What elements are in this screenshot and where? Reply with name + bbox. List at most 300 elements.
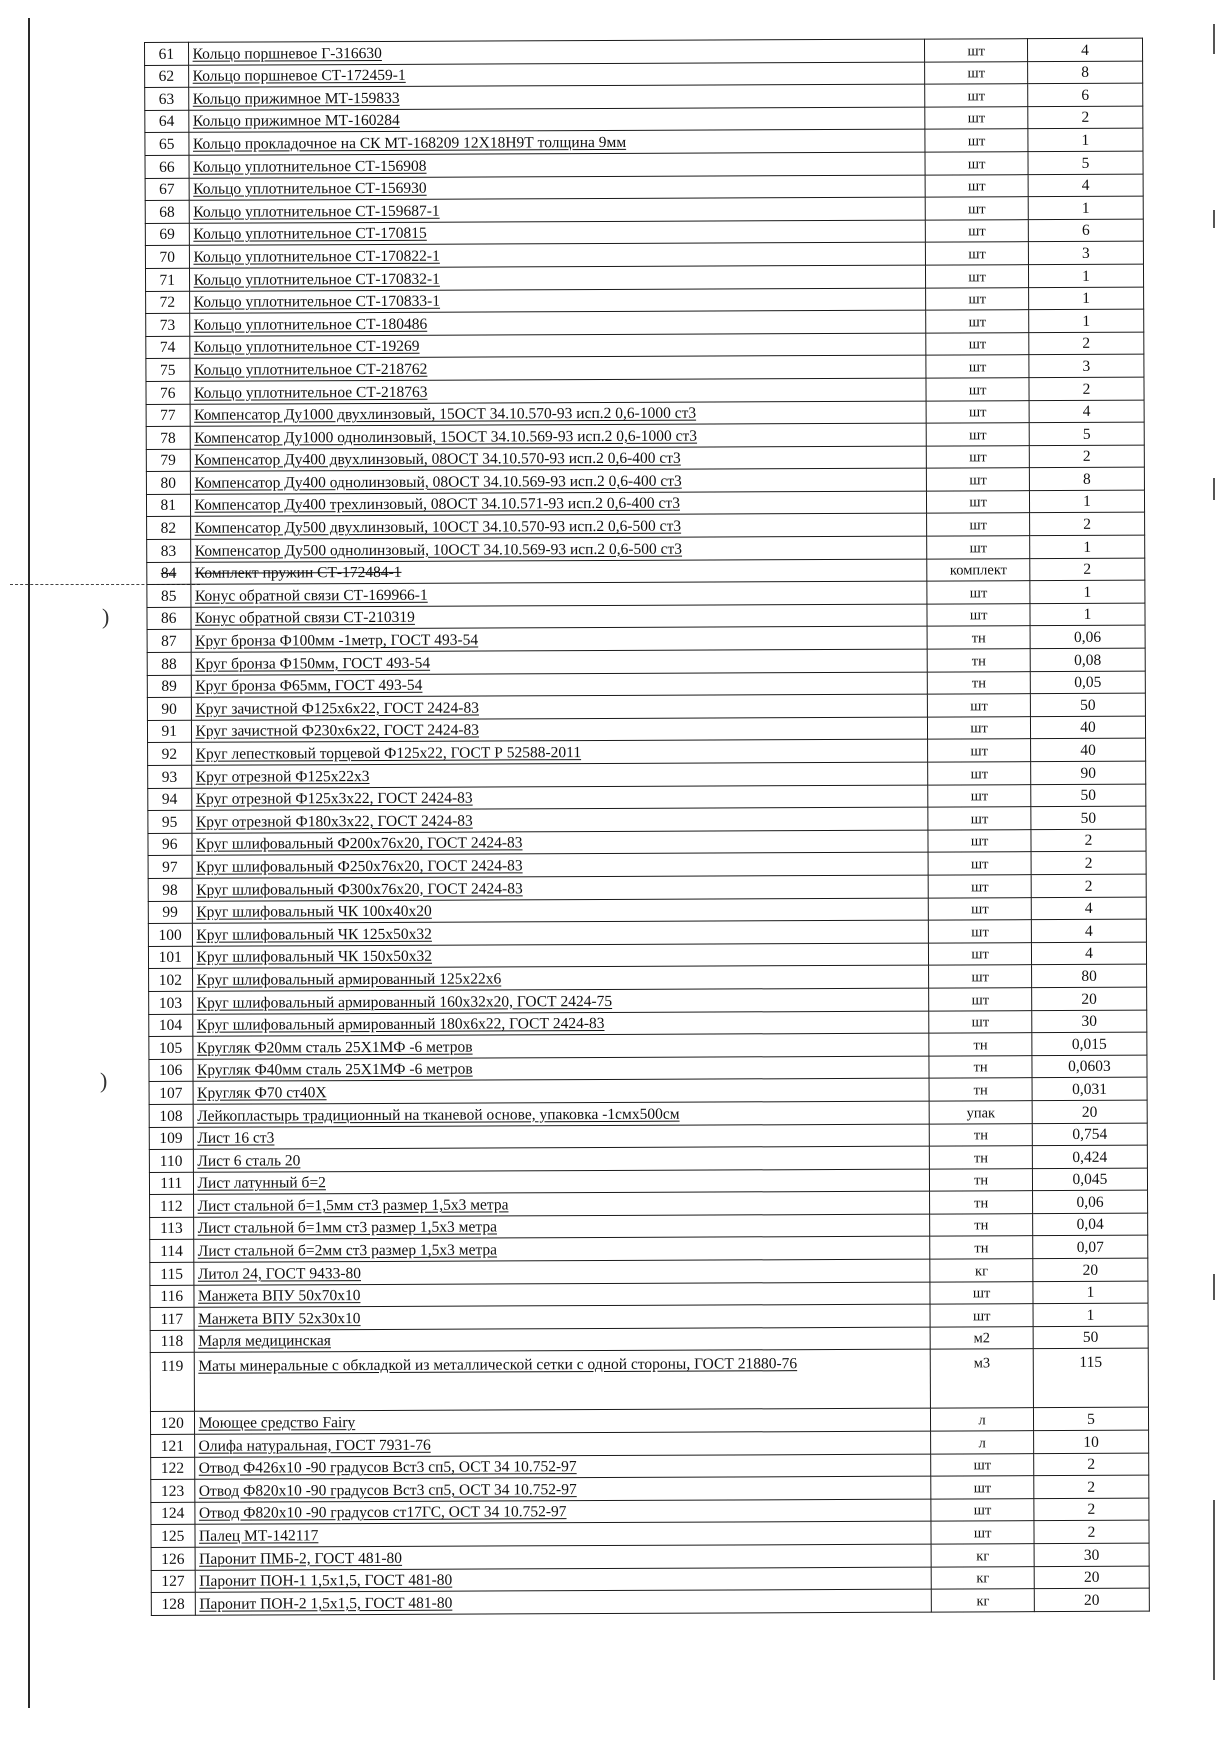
- row-number: [147, 630, 191, 653]
- item-name: [190, 559, 927, 585]
- row-number: [151, 1570, 195, 1593]
- item-quantity: [1031, 761, 1146, 784]
- item-unit-text: тн: [973, 1082, 988, 1099]
- row-number-text: 87: [161, 632, 177, 650]
- item-name-text: Круг шлифовальный Ф200х76х20, ГОСТ 2424-83: [195, 834, 523, 854]
- row-number-text: 89: [161, 678, 177, 696]
- row-number-text: 92: [161, 745, 178, 763]
- item-quantity: [1030, 558, 1145, 581]
- row-number: [146, 449, 190, 472]
- item-quantity-text: 1: [1083, 606, 1092, 624]
- item-quantity-text: 2: [1087, 1523, 1096, 1541]
- row-number-text: 67: [159, 181, 175, 199]
- item-name-text: Кольцо уплотнительное СТ-156908: [193, 157, 427, 176]
- row-number: [149, 1172, 193, 1195]
- item-quantity: [1031, 784, 1146, 807]
- item-unit-text: шт: [969, 607, 988, 624]
- item-name: [195, 1589, 932, 1615]
- item-name: [194, 1454, 931, 1480]
- item-unit-text: тн: [973, 1059, 988, 1076]
- item-unit-text: шт: [973, 1502, 992, 1519]
- item-quantity: [1028, 174, 1143, 197]
- item-quantity-text: 1: [1083, 538, 1092, 556]
- row-number: [145, 155, 189, 178]
- row-number-text: 81: [160, 497, 177, 515]
- row-number-text: 108: [159, 1107, 183, 1125]
- item-name-text: Маты минеральные с обкладкой из металлической сетки с одной стороны, ГОСТ 21880-76: [198, 1355, 798, 1376]
- item-quantity-text: 2: [1083, 515, 1091, 533]
- item-name: [194, 1499, 931, 1525]
- item-unit: [929, 920, 1032, 943]
- item-name-text: Круг шлифовальный Ф300х76х20, ГОСТ 2424-83: [196, 879, 523, 899]
- item-quantity-text: 1: [1086, 1284, 1095, 1302]
- row-number-text: 84: [160, 565, 177, 583]
- item-unit: [929, 1033, 1032, 1056]
- row-number-text: 117: [160, 1310, 184, 1328]
- item-unit-text: шт: [970, 856, 989, 873]
- item-quantity-text: 2: [1087, 1501, 1096, 1519]
- item-name-text: Лист стальной б=1,5мм ст3 размер 1,5х3 метра: [197, 1196, 509, 1215]
- row-number: [150, 1330, 194, 1353]
- item-unit: [927, 468, 1030, 491]
- row-number-text: 124: [161, 1505, 185, 1523]
- item-unit-text: шт: [971, 901, 989, 918]
- item-quantity-text: 8: [1081, 64, 1090, 82]
- item-name-text: Компенсатор Ду1000 двухлинзовый, 15ОСТ 34.10.570-93 исп.2 0,6-1000 ст3: [194, 404, 697, 424]
- item-quantity: [1032, 1168, 1147, 1191]
- row-number-text: 110: [159, 1152, 183, 1170]
- item-unit: [927, 445, 1030, 468]
- item-unit: [928, 807, 1031, 830]
- item-name: [189, 288, 926, 314]
- item-name-text: Круг шлифовальный армированный 160х32х20, ГОСТ 2424-75: [196, 992, 613, 1012]
- item-quantity: [1034, 1475, 1149, 1498]
- item-unit-text: шт: [969, 585, 988, 602]
- item-quantity: [1032, 1190, 1147, 1213]
- item-name-text: Круг отрезной Ф125х22х3: [195, 767, 370, 786]
- row-number-text: 126: [161, 1550, 185, 1568]
- item-name-text: Кольцо уплотнительное СТ-159687-1: [193, 202, 440, 221]
- item-quantity-text: 1: [1086, 1306, 1095, 1324]
- item-name-text: Олифа натуральная, ГОСТ 7931-76: [198, 1436, 431, 1455]
- item-name: [188, 107, 925, 133]
- item-quantity: [1031, 874, 1146, 897]
- row-number: [145, 223, 189, 246]
- row-number: [150, 1353, 194, 1412]
- item-name-text: Кольцо прокладочное на СК МТ-168209 12Х18Н9Т толщина 9мм: [192, 133, 627, 153]
- item-quantity: [1033, 1258, 1148, 1281]
- item-name: [192, 898, 929, 924]
- item-quantity: [1028, 83, 1143, 106]
- item-name-text: Кольцо поршневое Г-316630: [192, 44, 382, 63]
- row-number: [146, 381, 190, 404]
- row-number: [151, 1480, 195, 1503]
- item-quantity-text: 0,06: [1076, 1193, 1104, 1211]
- item-unit: [926, 310, 1029, 333]
- item-name-text: Компенсатор Ду500 однолинзовый, 10ОСТ 34.10.569-93 исп.2 0,6-500 ст3: [194, 540, 683, 560]
- item-quantity-text: 4: [1081, 177, 1090, 195]
- item-quantity-text: 2: [1081, 109, 1090, 127]
- item-name: [188, 129, 925, 155]
- row-number-text: 125: [161, 1527, 185, 1545]
- item-name-text: Кольцо уплотнительное СТ-170822-1: [193, 247, 440, 266]
- item-quantity: [1031, 897, 1146, 920]
- item-unit-text: шт: [968, 201, 986, 218]
- item-unit-text: шт: [969, 472, 987, 489]
- item-quantity: [1030, 513, 1145, 536]
- item-quantity-text: 30: [1081, 1012, 1098, 1031]
- item-name: [193, 1124, 930, 1150]
- item-name-text: Палец МТ-142117: [198, 1527, 319, 1545]
- row-number: [150, 1412, 194, 1435]
- row-number: [147, 585, 191, 608]
- row-number: [147, 607, 191, 630]
- item-quantity: [1029, 467, 1144, 490]
- row-number: [150, 1285, 194, 1308]
- item-unit: [930, 1123, 1033, 1146]
- item-quantity: [1028, 129, 1143, 152]
- row-number-text: 80: [160, 474, 176, 492]
- item-unit: [932, 1566, 1035, 1589]
- row-number: [145, 87, 189, 110]
- row-number-text: 88: [161, 655, 177, 673]
- inventory-sheet: [144, 38, 1150, 1616]
- item-name-text: Кругляк Ф40мм сталь 25Х1МФ -6 метров: [196, 1060, 473, 1080]
- item-quantity: [1030, 580, 1145, 603]
- item-quantity: [1034, 1543, 1149, 1566]
- item-quantity: [1032, 1100, 1147, 1123]
- item-unit-text: кг: [976, 1547, 990, 1564]
- item-name-text: Марля медицинская: [198, 1332, 331, 1351]
- item-name-text: Кольцо уплотнительное СТ-180486: [193, 315, 428, 334]
- item-unit: [926, 378, 1029, 401]
- row-number-text: 63: [158, 90, 175, 108]
- item-name-text: Круг бронза Ф150мм, ГОСТ 493-54: [195, 654, 431, 673]
- row-number-text: 91: [161, 723, 178, 741]
- row-number-text: 115: [160, 1265, 184, 1283]
- item-quantity-text: 2: [1087, 1478, 1096, 1496]
- item-unit: [929, 942, 1032, 965]
- row-number: [149, 1014, 193, 1037]
- row-number-text: 105: [158, 1039, 183, 1057]
- row-number: [147, 652, 191, 675]
- item-name: [189, 242, 926, 268]
- item-name: [192, 852, 929, 878]
- item-unit: [930, 1326, 1033, 1349]
- item-name: [189, 355, 926, 381]
- item-name: [194, 1431, 931, 1457]
- row-number-text: 111: [160, 1175, 183, 1193]
- item-quantity: [1034, 1498, 1149, 1521]
- item-name: [191, 717, 928, 743]
- item-unit: [929, 965, 1032, 988]
- item-quantity: [1034, 1430, 1149, 1453]
- row-number-text: 116: [160, 1288, 184, 1306]
- item-name: [192, 875, 929, 901]
- item-name-text: Отвод Ф820х10 -90 градусов Вст3 сп5, ОСТ 34 10.752-97: [198, 1480, 577, 1500]
- row-number-text: 79: [160, 452, 176, 470]
- row-number-text: 64: [158, 113, 175, 131]
- row-number: [147, 562, 191, 585]
- item-unit-text: л: [978, 1434, 986, 1451]
- item-unit-text: шт: [973, 1525, 992, 1542]
- item-quantity: [1028, 241, 1143, 264]
- item-name: [193, 1146, 930, 1172]
- item-unit: [928, 762, 1031, 785]
- row-number-text: 118: [160, 1333, 184, 1351]
- item-name: [194, 1476, 931, 1502]
- item-unit: [926, 287, 1029, 310]
- item-quantity-text: 0,424: [1072, 1148, 1108, 1166]
- item-quantity-text: 10: [1083, 1433, 1099, 1451]
- item-unit: [927, 423, 1030, 446]
- item-unit: [926, 242, 1029, 265]
- item-unit-text: тн: [971, 630, 986, 647]
- item-quantity-text: 0,05: [1074, 674, 1102, 692]
- item-name: [194, 1350, 931, 1412]
- row-number: [149, 1036, 193, 1059]
- item-unit-text: кг: [976, 1570, 990, 1587]
- item-name-text: Компенсатор Ду400 двухлинзовый, 08ОСТ 34.10.570-93 исп.2 0,6-400 ст3: [194, 449, 681, 470]
- row-number: [147, 698, 191, 721]
- row-number: [151, 1547, 195, 1570]
- item-unit-text: шт: [970, 811, 989, 828]
- row-number: [145, 42, 189, 65]
- row-number-text: 78: [160, 429, 176, 447]
- row-number-text: 85: [160, 587, 177, 605]
- item-quantity-text: 2: [1084, 877, 1093, 895]
- row-number-text: 83: [160, 542, 177, 560]
- item-name: [195, 1544, 932, 1570]
- item-quantity-text: 2: [1082, 448, 1091, 466]
- row-number-text: 82: [160, 519, 177, 537]
- item-name: [190, 491, 927, 517]
- item-quantity-text: 3: [1082, 357, 1091, 375]
- item-unit-text: шт: [967, 42, 985, 60]
- item-unit-text: шт: [967, 110, 986, 127]
- item-unit: [930, 1214, 1033, 1237]
- item-unit-text: шт: [973, 1480, 992, 1497]
- item-name: [190, 536, 927, 562]
- item-name: [192, 943, 929, 969]
- item-name-text: Компенсатор Ду500 двухлинзовый, 10ОСТ 34.10.570-93 исп.2 0,6-500 ст3: [194, 517, 682, 537]
- item-unit: [930, 1146, 1033, 1169]
- item-unit: [928, 852, 1031, 875]
- item-unit-text: шт: [967, 65, 986, 82]
- item-quantity: [1030, 716, 1145, 739]
- item-name-text: Моющее средство Fairy: [198, 1414, 356, 1432]
- row-number: [147, 720, 191, 743]
- row-number: [146, 494, 190, 517]
- item-quantity-text: 0,754: [1072, 1125, 1108, 1144]
- item-quantity-text: 2: [1084, 832, 1093, 850]
- item-name: [190, 514, 927, 540]
- item-name-text: Компенсатор Ду1000 однолинзовый, 15ОСТ 34.10.569-93 исп.2 0,6-1000 ст3: [194, 427, 698, 447]
- item-unit-text: шт: [968, 291, 987, 308]
- item-quantity: [1032, 1032, 1147, 1055]
- item-unit: [928, 829, 1031, 852]
- item-quantity-text: 2: [1083, 561, 1092, 579]
- item-name-text: Круг зачистной Ф125х6х22, ГОСТ 2424-83: [195, 699, 479, 718]
- row-number: [151, 1502, 195, 1525]
- item-unit: [925, 84, 1028, 107]
- item-unit: [928, 694, 1031, 717]
- item-name: [194, 1327, 931, 1353]
- row-number-text: 98: [162, 881, 178, 899]
- item-quantity: [1028, 106, 1143, 129]
- item-quantity-text: 40: [1080, 741, 1096, 759]
- item-name: [189, 220, 926, 246]
- item-quantity: [1029, 354, 1144, 377]
- row-number: [148, 743, 192, 766]
- row-number-text: 107: [159, 1084, 183, 1102]
- item-unit-text: кг: [976, 1593, 990, 1610]
- item-name: [193, 1169, 930, 1195]
- item-name-text: Кольцо уплотнительное СТ-170815: [193, 225, 427, 244]
- item-quantity-text: 0,015: [1071, 1035, 1107, 1053]
- item-quantity: [1029, 400, 1144, 423]
- item-quantity: [1032, 1010, 1147, 1033]
- item-quantity-text: 50: [1082, 1329, 1099, 1347]
- row-number: [146, 472, 190, 495]
- item-quantity: [1032, 987, 1147, 1010]
- row-number-text: 99: [162, 904, 178, 922]
- item-name: [193, 1237, 930, 1263]
- item-unit: [930, 1304, 1033, 1327]
- row-number: [147, 539, 191, 562]
- item-name: [193, 1078, 930, 1104]
- item-name: [191, 762, 928, 788]
- item-name: [189, 265, 926, 291]
- item-quantity-text: 50: [1080, 787, 1097, 805]
- row-number-text: 71: [159, 271, 176, 289]
- item-name-text: Кольцо поршневое СТ-172459-1: [192, 67, 406, 85]
- row-number: [149, 1059, 193, 1082]
- item-quantity: [1032, 1077, 1147, 1100]
- item-quantity: [1029, 445, 1144, 468]
- item-name-text: Круг шлифовальный Ф250х76х20, ГОСТ 2424-83: [196, 857, 523, 876]
- row-number-text: 70: [159, 248, 175, 266]
- row-number: [146, 336, 190, 359]
- item-unit: [928, 649, 1031, 672]
- item-quantity: [1034, 1453, 1149, 1476]
- row-number: [148, 810, 192, 833]
- item-unit-text: комплект: [949, 562, 1008, 579]
- item-unit: [929, 1101, 1032, 1124]
- item-name: [189, 197, 926, 223]
- item-unit: [931, 1431, 1034, 1454]
- item-quantity: [1028, 196, 1143, 219]
- item-name-text: Кольцо уплотнительное СТ-218762: [193, 360, 428, 379]
- item-unit-text: упак: [966, 1104, 996, 1121]
- row-number-text: 62: [158, 68, 175, 86]
- item-unit-text: тн: [971, 675, 987, 692]
- item-unit-text: шт: [968, 336, 987, 353]
- item-quantity-text: 115: [1079, 1354, 1103, 1372]
- item-quantity-text: 5: [1082, 425, 1091, 443]
- item-name-text: Кругляк Ф20мм сталь 25Х1МФ -6 метров: [196, 1038, 473, 1057]
- item-name: [190, 581, 927, 607]
- row-number: [150, 1195, 194, 1218]
- item-name: [190, 401, 927, 427]
- item-unit: [926, 400, 1029, 423]
- item-name-text: Компенсатор Ду400 трехлинзовый, 08ОСТ 34.10.571-93 исп.2 0,6-400 ст3: [194, 495, 680, 515]
- item-unit-text: шт: [968, 268, 986, 285]
- row-number: [146, 426, 190, 449]
- item-unit: [925, 39, 1028, 62]
- row-number: [146, 291, 190, 314]
- item-unit-text: шт: [972, 1308, 991, 1325]
- item-name: [193, 1191, 930, 1217]
- item-unit-text: м2: [973, 1330, 991, 1347]
- row-number-text: 68: [159, 203, 175, 221]
- edge-mark-5: [1213, 1500, 1215, 1680]
- row-number-text: 90: [161, 700, 177, 718]
- item-name: [193, 1214, 930, 1240]
- item-quantity: [1029, 309, 1144, 332]
- item-name-text: Круг зачистной Ф230х6х22, ГОСТ 2424-83: [195, 721, 480, 741]
- item-quantity: [1028, 61, 1143, 84]
- item-quantity-text: 0,0603: [1068, 1058, 1111, 1076]
- item-unit: [930, 1168, 1033, 1191]
- item-quantity: [1031, 806, 1146, 829]
- item-quantity-text: 20: [1083, 1591, 1100, 1609]
- item-quantity-text: 20: [1082, 1261, 1099, 1279]
- item-unit: [927, 581, 1030, 604]
- item-unit: [927, 603, 1030, 626]
- item-unit: [925, 152, 1028, 175]
- item-quantity-text: 1: [1081, 199, 1090, 217]
- row-number: [145, 246, 189, 269]
- item-name-text: Кругляк Ф70 ст40Х: [197, 1084, 327, 1102]
- row-number: [150, 1240, 194, 1263]
- row-number: [145, 268, 189, 291]
- item-quantity-text: 20: [1083, 1569, 1100, 1587]
- item-name: [190, 446, 927, 472]
- item-unit-text: тн: [971, 652, 986, 670]
- item-quantity-text: 5: [1081, 154, 1090, 172]
- item-name-text: Манжета ВПУ 50х70х10: [197, 1287, 361, 1306]
- item-unit: [931, 1349, 1034, 1408]
- table-row: [150, 1349, 1148, 1412]
- item-name: [191, 694, 928, 720]
- item-name-text: Кольцо уплотнительное СТ-218763: [194, 383, 428, 402]
- item-unit: [930, 1259, 1033, 1282]
- item-quantity-text: 1: [1082, 289, 1091, 308]
- item-name-text: Лист стальной б=2мм ст3 размер 1,5х3 метра: [197, 1241, 498, 1260]
- item-unit-text: шт: [968, 404, 987, 421]
- item-unit-text: шт: [968, 223, 986, 240]
- item-name-text: Конус обратной связи СТ-210319: [194, 609, 415, 628]
- item-unit: [925, 106, 1028, 129]
- item-unit-text: тн: [973, 1037, 988, 1054]
- item-unit: [929, 1010, 1032, 1033]
- item-quantity: [1029, 490, 1144, 513]
- item-unit-text: шт: [970, 833, 989, 850]
- row-number-text: 72: [159, 293, 176, 312]
- item-quantity-text: 2: [1082, 380, 1091, 398]
- item-name-text: Кольцо уплотнительное СТ-170833-1: [193, 292, 441, 311]
- item-unit-text: шт: [971, 946, 989, 963]
- item-quantity: [1032, 1145, 1147, 1168]
- inventory-table-body: [145, 38, 1150, 1615]
- item-quantity-text: 4: [1085, 945, 1093, 963]
- edge-mark-3: [1213, 478, 1215, 500]
- row-number-text: 77: [160, 406, 176, 425]
- row-number: [148, 901, 192, 924]
- item-unit: [930, 1281, 1033, 1304]
- item-quantity-text: 6: [1081, 86, 1090, 104]
